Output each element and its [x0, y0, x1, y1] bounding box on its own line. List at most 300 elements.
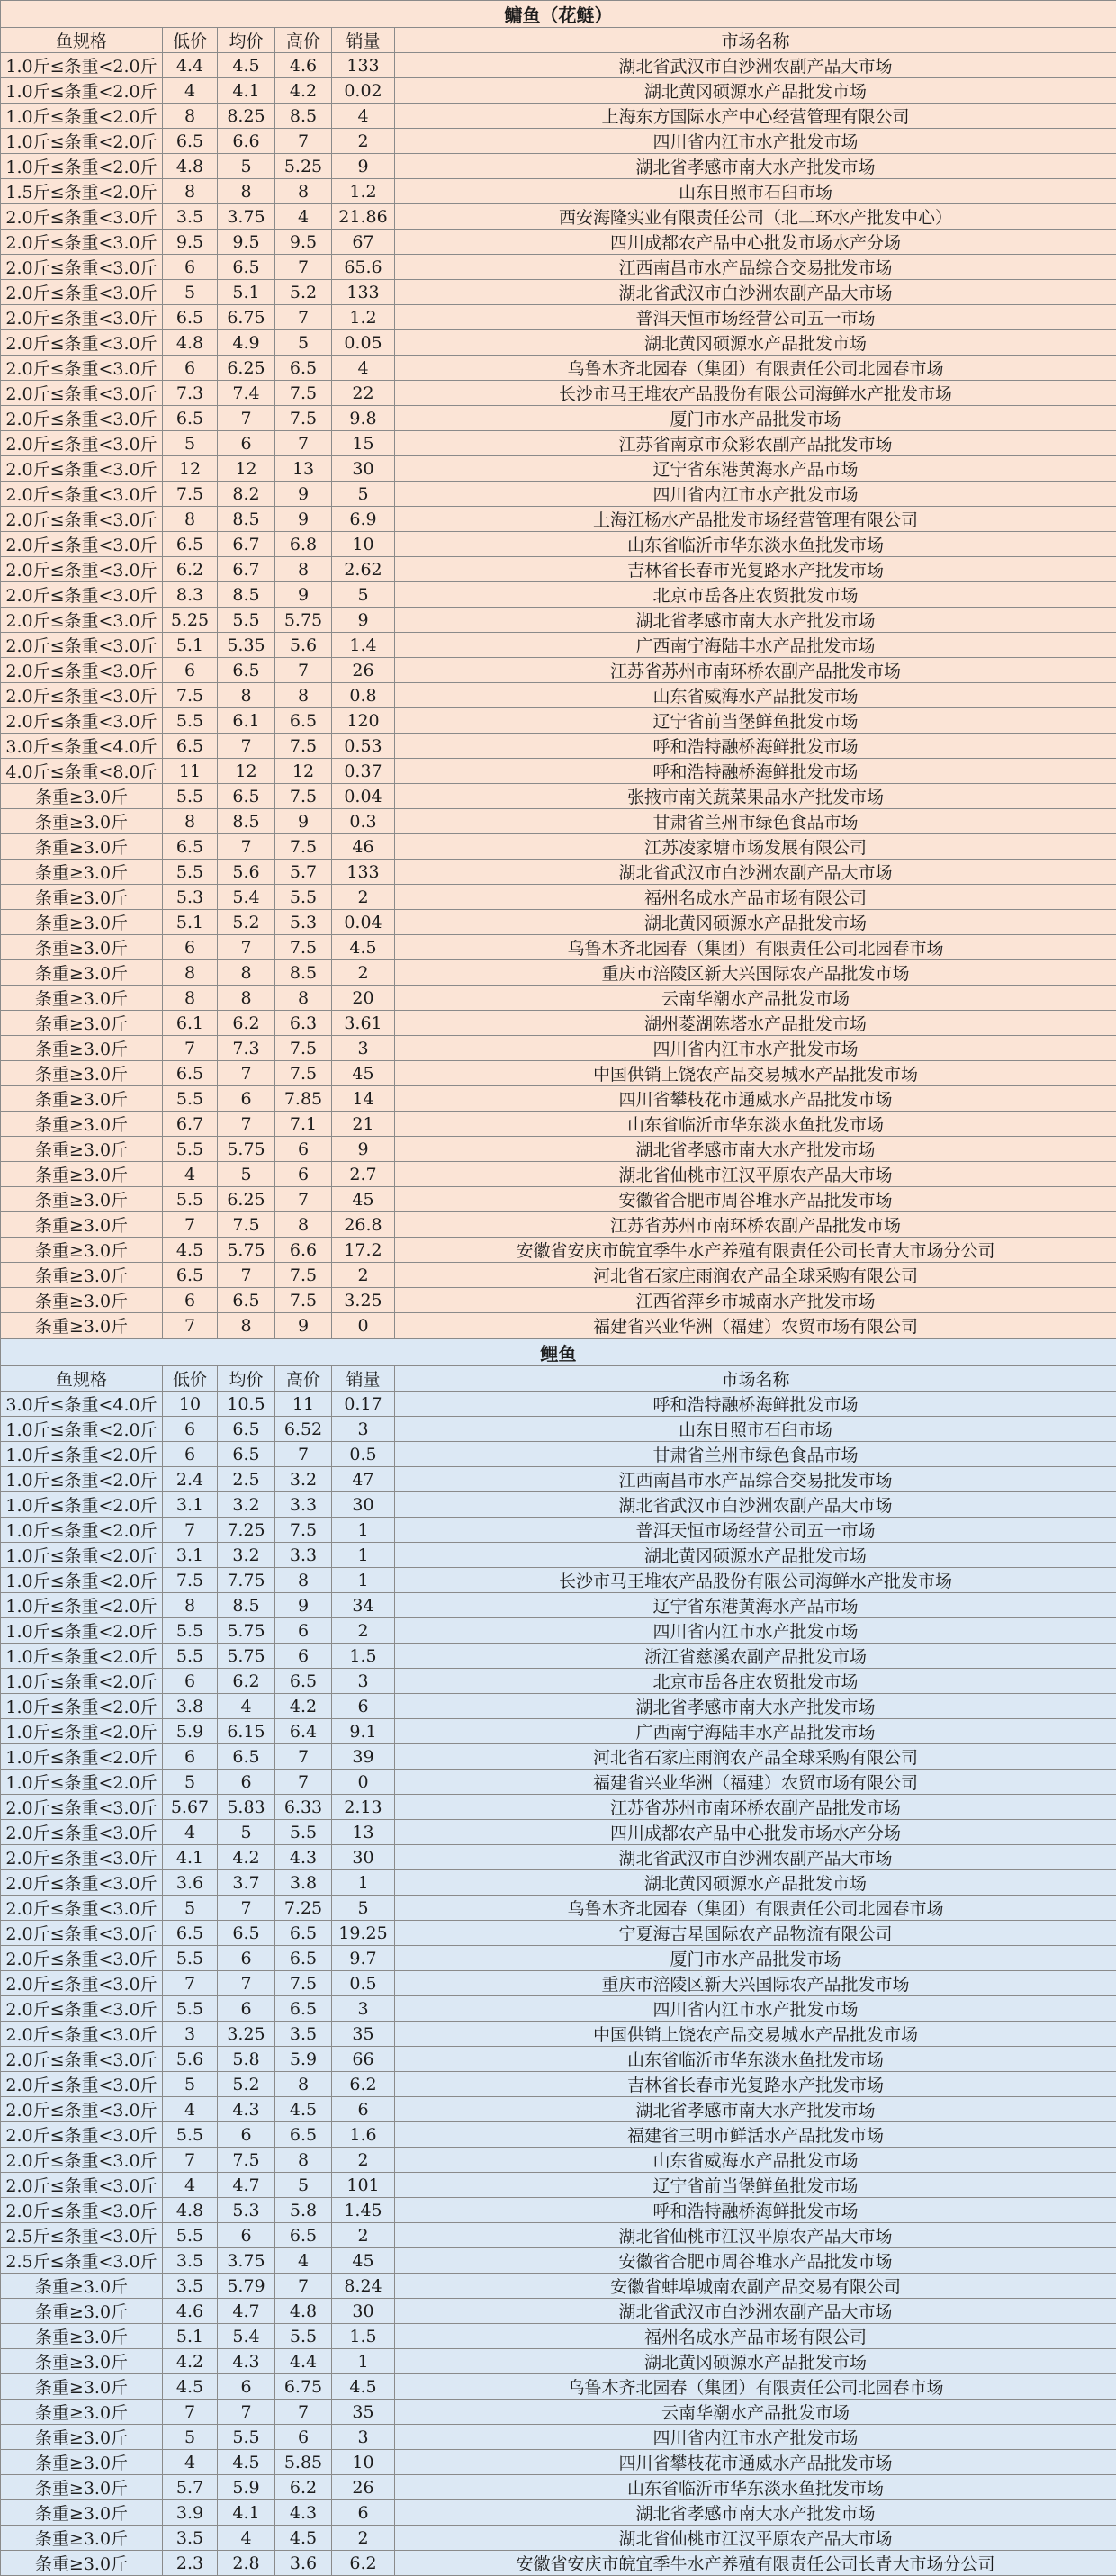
fish-size-cell: 2.0斤≤条重<3.0斤: [1, 330, 163, 356]
avg-price-cell: 6.5: [218, 658, 275, 683]
market-name-cell: 湖北黄冈硕源水产品批发市场: [395, 1543, 1116, 1568]
table-row: [1, 2500, 1116, 2526]
high-price-cell: 13: [275, 456, 332, 482]
low-price-cell: 4: [163, 78, 218, 104]
high-price-cell: 7.85: [275, 1086, 332, 1112]
fish-size-cell: 条重≥3.0斤: [1, 1212, 163, 1238]
table-row: [1, 708, 1116, 734]
volume-cell: 1: [332, 1870, 395, 1896]
avg-price-cell: 6.15: [218, 1719, 275, 1744]
avg-price-cell: 3.7: [218, 1870, 275, 1896]
avg-price-cell: 9.5: [218, 230, 275, 255]
low-price-cell: 3.1: [163, 1543, 218, 1568]
avg-price-cell: 4: [218, 1694, 275, 1719]
table-row: [1, 1870, 1116, 1896]
volume-cell: 45: [332, 1061, 395, 1086]
table-row: [1, 1543, 1116, 1568]
volume-cell: 1.4: [332, 633, 395, 658]
table-row: [1, 532, 1116, 557]
high-price-cell: 9: [275, 582, 332, 608]
table-row: [1, 1162, 1116, 1187]
market-name-cell: 河北省石家庄雨润农产品全球采购有限公司: [395, 1744, 1116, 1770]
high-price-cell: 9: [275, 482, 332, 507]
table-row: [1, 1011, 1116, 1036]
avg-price-cell: 6.6: [218, 129, 275, 154]
avg-price-cell: 8: [218, 986, 275, 1011]
market-name-cell: 福州名成水产品市场有限公司: [395, 2324, 1116, 2349]
high-price-cell: 6: [275, 1162, 332, 1187]
market-name-cell: 湖北黄冈硕源水产品批发市场: [395, 1870, 1116, 1896]
market-name-cell: 湖北省仙桃市江汉平原农产品大市场: [395, 2223, 1116, 2248]
high-price-cell: 6.5: [275, 708, 332, 734]
table-row: [1, 1719, 1116, 1744]
volume-cell: 5: [332, 1896, 395, 1921]
high-price-cell: 4.4: [275, 2349, 332, 2374]
fish-size-cell: 条重≥3.0斤: [1, 1061, 163, 1086]
table-row: [1, 2551, 1116, 2576]
low-price-cell: 7: [163, 1212, 218, 1238]
table-row: [1, 406, 1116, 431]
high-price-cell: 3.3: [275, 1492, 332, 1518]
high-price-cell: 5.2: [275, 280, 332, 305]
low-price-cell: 4.6: [163, 2299, 218, 2324]
volume-cell: 0: [332, 1313, 395, 1338]
volume-cell: 2: [332, 2148, 395, 2173]
market-name-cell: 湖北省孝感市南大水产批发市场: [395, 608, 1116, 633]
avg-price-cell: 5.3: [218, 2198, 275, 2223]
fish-size-cell: 2.0斤≤条重<3.0斤: [1, 2122, 163, 2148]
market-name-cell: 乌鲁木齐北园春（集团）有限责任公司北园春市场: [395, 935, 1116, 960]
avg-price-cell: 12: [218, 456, 275, 482]
avg-price-cell: 10.5: [218, 1392, 275, 1417]
low-price-cell: 6.5: [163, 129, 218, 154]
low-price-cell: 3.8: [163, 1694, 218, 1719]
fish-size-cell: 2.0斤≤条重<3.0斤: [1, 708, 163, 734]
fish-size-cell: 2.0斤≤条重<3.0斤: [1, 608, 163, 633]
table-row: [1, 1518, 1116, 1543]
low-price-cell: 7: [163, 1518, 218, 1543]
table-row: [1, 809, 1116, 834]
market-name-header: 市场名称: [395, 1366, 1116, 1392]
volume-cell: 2: [332, 129, 395, 154]
market-name-cell: 湖北省武汉市白沙洲农副产品大市场: [395, 53, 1116, 78]
high-price-cell: 5.3: [275, 910, 332, 935]
table-row: [1, 280, 1116, 305]
fish-size-cell: 4.0斤≤条重<8.0斤: [1, 759, 163, 784]
market-name-cell: 呼和浩特融桥海鲜批发市场: [395, 759, 1116, 784]
high-price-cell: 3.6: [275, 2551, 332, 2576]
volume-cell: 1.5: [332, 2324, 395, 2349]
table-row: [1, 1669, 1116, 1694]
market-name-cell: 湖北黄冈硕源水产品批发市场: [395, 78, 1116, 104]
volume-cell: 0.37: [332, 759, 395, 784]
fish-size-cell: 2.0斤≤条重<3.0斤: [1, 1795, 163, 1820]
low-price-cell: 6: [163, 255, 218, 280]
low-price-cell: 7: [163, 1313, 218, 1338]
low-price-cell: 2.3: [163, 2551, 218, 2576]
avg-price-cell: 6.5: [218, 1288, 275, 1313]
low-price-cell: 4.8: [163, 2198, 218, 2223]
avg-price-cell: 6.5: [218, 1417, 275, 1442]
avg-price-cell: 5.5: [218, 608, 275, 633]
market-name-cell: 四川省内江市水产批发市场: [395, 1036, 1116, 1061]
fish-size-cell: 1.0斤≤条重<2.0斤: [1, 1694, 163, 1719]
low-price-cell: 5.1: [163, 910, 218, 935]
fish-size-cell: 条重≥3.0斤: [1, 2450, 163, 2475]
table-row: [1, 860, 1116, 885]
table-row: [1, 1417, 1116, 1442]
avg-price-cell: 5.4: [218, 885, 275, 910]
table-row: [1, 2425, 1116, 2450]
high-price-cell: 8: [275, 1212, 332, 1238]
avg-price-cell: 6.2: [218, 1669, 275, 1694]
high-price-cell: 7: [275, 305, 332, 330]
fish-size-cell: 2.0斤≤条重<3.0斤: [1, 2022, 163, 2047]
volume-cell: 65.6: [332, 255, 395, 280]
volume-cell: 30: [332, 2299, 395, 2324]
volume-cell: 3: [332, 2425, 395, 2450]
avg-price-cell: 4.1: [218, 78, 275, 104]
fish-size-cell: 1.0斤≤条重<2.0斤: [1, 1442, 163, 1467]
fish-size-cell: 2.0斤≤条重<3.0斤: [1, 1896, 163, 1921]
fish-size-cell: 2.0斤≤条重<3.0斤: [1, 633, 163, 658]
volume-cell: 30: [332, 456, 395, 482]
fish-size-cell: 1.0斤≤条重<2.0斤: [1, 1518, 163, 1543]
low-price-cell: 8: [163, 809, 218, 834]
high-price-cell: 6.52: [275, 1417, 332, 1442]
low-price-cell: 5: [163, 280, 218, 305]
high-price-cell: 7: [275, 1442, 332, 1467]
fish-size-cell: 2.0斤≤条重<3.0斤: [1, 1946, 163, 1971]
low-price-cell: 7: [163, 2148, 218, 2173]
table-row: [1, 330, 1116, 356]
avg-price-cell: 7: [218, 834, 275, 860]
fish-size-header: 鱼规格: [1, 28, 163, 53]
high-price-cell: 6.5: [275, 1996, 332, 2022]
avg-price-cell: 8.25: [218, 104, 275, 129]
low-price-cell: 5.5: [163, 1946, 218, 1971]
table-row: [1, 960, 1116, 986]
volume-cell: 0.04: [332, 784, 395, 809]
market-name-cell: 湖北省孝感市南大水产批发市场: [395, 154, 1116, 179]
fish-size-cell: 2.0斤≤条重<3.0斤: [1, 2097, 163, 2122]
fish-size-cell: 2.0斤≤条重<3.0斤: [1, 683, 163, 708]
volume-cell: 1.5: [332, 1644, 395, 1669]
low-price-cell: 5.5: [163, 2122, 218, 2148]
market-name-cell: 四川省内江市水产批发市场: [395, 1618, 1116, 1644]
avg-price-cell: 7.4: [218, 381, 275, 406]
avg-price-cell: 6: [218, 1086, 275, 1112]
market-name-cell: 广西南宁海陆丰水产品批发市场: [395, 1719, 1116, 1744]
market-name-cell: 江苏省苏州市南环桥农副产品批发市场: [395, 1795, 1116, 1820]
avg-price-cell: 4.5: [218, 53, 275, 78]
volume-cell: 133: [332, 860, 395, 885]
low-price-cell: 6.5: [163, 1263, 218, 1288]
fish-size-cell: 2.0斤≤条重<3.0斤: [1, 2148, 163, 2173]
volume-cell: 1.2: [332, 179, 395, 204]
low-price-cell: 3.9: [163, 2500, 218, 2526]
volume-cell: 2.62: [332, 557, 395, 582]
market-name-cell: 湖北省武汉市白沙洲农副产品大市场: [395, 860, 1116, 885]
fish-size-cell: 2.5斤≤条重<3.0斤: [1, 2223, 163, 2248]
avg-price-cell: 6.25: [218, 356, 275, 381]
market-name-cell: 宁夏海吉星国际农产品物流有限公司: [395, 1921, 1116, 1946]
market-name-cell: 呼和浩特融桥海鲜批发市场: [395, 1392, 1116, 1417]
market-name-cell: 湖北省孝感市南大水产批发市场: [395, 1137, 1116, 1162]
avg-price-cell: 5: [218, 154, 275, 179]
table-row: [1, 582, 1116, 608]
low-price-cell: 5.1: [163, 2324, 218, 2349]
volume-header: 销量: [332, 1366, 395, 1392]
table-row: [1, 633, 1116, 658]
avg-price-cell: 6.25: [218, 1187, 275, 1212]
fish-size-cell: 2.0斤≤条重<3.0斤: [1, 1820, 163, 1845]
high-price-cell: 5.5: [275, 2324, 332, 2349]
table-row: [1, 1744, 1116, 1770]
table-row: [1, 557, 1116, 582]
low-price-cell: 5: [163, 1896, 218, 1921]
fish-size-cell: 2.0斤≤条重<3.0斤: [1, 204, 163, 230]
market-name-cell: 重庆市涪陵区新大兴国际农产品批发市场: [395, 1971, 1116, 1996]
low-price-cell: 6: [163, 1669, 218, 1694]
table-row: [1, 683, 1116, 708]
fish-size-cell: 2.0斤≤条重<3.0斤: [1, 2198, 163, 2223]
avg-price-cell: 4: [218, 2526, 275, 2551]
fish-size-cell: 条重≥3.0斤: [1, 860, 163, 885]
low-price-cell: 7.3: [163, 381, 218, 406]
volume-cell: 1: [332, 1518, 395, 1543]
avg-price-cell: 4.5: [218, 2450, 275, 2475]
low-price-cell: 5.5: [163, 1086, 218, 1112]
low-price-cell: 5.5: [163, 2223, 218, 2248]
high-price-cell: 6: [275, 1618, 332, 1644]
volume-cell: 35: [332, 2022, 395, 2047]
high-price-cell: 8.5: [275, 960, 332, 986]
low-price-cell: 7: [163, 1971, 218, 1996]
table-row: [1, 1694, 1116, 1719]
market-name-cell: 湖北省武汉市白沙洲农副产品大市场: [395, 2299, 1116, 2324]
avg-price-cell: 8.2: [218, 482, 275, 507]
volume-cell: 3.61: [332, 1011, 395, 1036]
avg-price-cell: 6: [218, 431, 275, 456]
volume-cell: 9.7: [332, 1946, 395, 1971]
low-price-cell: 5.3: [163, 885, 218, 910]
low-price-cell: 6.5: [163, 1061, 218, 1086]
volume-cell: 1: [332, 2349, 395, 2374]
avg-price-cell: 4.7: [218, 2173, 275, 2198]
table-row: [1, 1996, 1116, 2022]
low-price-cell: 5: [163, 2072, 218, 2097]
fish-size-cell: 2.0斤≤条重<3.0斤: [1, 1996, 163, 2022]
avg-price-cell: 5.8: [218, 2047, 275, 2072]
market-name-cell: 重庆市涪陵区新大兴国际农产品批发市场: [395, 960, 1116, 986]
high-price-cell: 7.5: [275, 1263, 332, 1288]
high-price-cell: 6: [275, 2425, 332, 2450]
low-price-cell: 6: [163, 1288, 218, 1313]
avg-price-cell: 8: [218, 960, 275, 986]
fish-size-cell: 1.5斤≤条重<2.0斤: [1, 179, 163, 204]
table-row: [1, 1795, 1116, 1820]
fish-size-cell: 1.0斤≤条重<2.0斤: [1, 1492, 163, 1518]
table-row: [1, 1593, 1116, 1618]
avg-price-cell: 5.5: [218, 2425, 275, 2450]
high-price-cell: 6.33: [275, 1795, 332, 1820]
fish-size-cell: 条重≥3.0斤: [1, 2400, 163, 2425]
volume-cell: 120: [332, 708, 395, 734]
market-name-cell: 辽宁省东港黄海水产品市场: [395, 456, 1116, 482]
market-name-header: 市场名称: [395, 28, 1116, 53]
volume-cell: 67: [332, 230, 395, 255]
avg-price-cell: 6.5: [218, 1921, 275, 1946]
volume-cell: 9.1: [332, 1719, 395, 1744]
market-name-cell: 辽宁省前当堡鲜鱼批发市场: [395, 708, 1116, 734]
avg-price-cell: 5.35: [218, 633, 275, 658]
table-row: [1, 104, 1116, 129]
column-header-row: [1, 28, 1116, 53]
market-name-cell: 福建省三明市鲜活水产品批发市场: [395, 2122, 1116, 2148]
avg-price-cell: 7: [218, 1263, 275, 1288]
low-price-cell: 5.5: [163, 860, 218, 885]
market-name-cell: 江苏省苏州市南环桥农副产品批发市场: [395, 1212, 1116, 1238]
fish-size-cell: 条重≥3.0斤: [1, 834, 163, 860]
low-price-cell: 6.5: [163, 834, 218, 860]
table-row: [1, 658, 1116, 683]
low-price-header: 低价: [163, 1366, 218, 1392]
low-price-cell: 4: [163, 2173, 218, 2198]
high-price-cell: 9: [275, 809, 332, 834]
market-name-cell: 乌鲁木齐北园春（集团）有限责任公司北园春市场: [395, 356, 1116, 381]
market-name-cell: 甘肃省兰州市绿色食品市场: [395, 1442, 1116, 1467]
table-row: [1, 1442, 1116, 1467]
table-row: [1, 2349, 1116, 2374]
market-name-cell: 山东省威海水产品批发市场: [395, 2148, 1116, 2173]
market-name-cell: 福州名成水产品市场有限公司: [395, 885, 1116, 910]
fish-size-cell: 条重≥3.0斤: [1, 986, 163, 1011]
high-price-cell: 6.75: [275, 2374, 332, 2400]
volume-cell: 2: [332, 2223, 395, 2248]
high-price-cell: 5.7: [275, 860, 332, 885]
table-row: [1, 1618, 1116, 1644]
avg-price-cell: 6: [218, 1770, 275, 1795]
volume-cell: 2: [332, 1618, 395, 1644]
volume-cell: 1.6: [332, 2122, 395, 2148]
low-price-cell: 5.1: [163, 633, 218, 658]
fish-size-header: 鱼规格: [1, 1366, 163, 1392]
avg-price-cell: 3.2: [218, 1492, 275, 1518]
low-price-cell: 5.5: [163, 1137, 218, 1162]
volume-cell: 6: [332, 1694, 395, 1719]
market-name-cell: 广西南宁海陆丰水产品批发市场: [395, 633, 1116, 658]
market-name-cell: 山东日照市石臼市场: [395, 1417, 1116, 1442]
high-price-cell: 7.5: [275, 784, 332, 809]
high-price-cell: 7.5: [275, 1061, 332, 1086]
volume-cell: 0: [332, 1770, 395, 1795]
table-row: [1, 986, 1116, 1011]
avg-price-cell: 5.75: [218, 1644, 275, 1669]
high-price-cell: 8: [275, 2072, 332, 2097]
volume-cell: 30: [332, 1845, 395, 1870]
avg-price-cell: 8.5: [218, 1593, 275, 1618]
market-name-cell: 吉林省长春市光复路水产批发市场: [395, 2072, 1116, 2097]
low-price-cell: 3.5: [163, 2248, 218, 2274]
fish-size-cell: 2.0斤≤条重<3.0斤: [1, 230, 163, 255]
high-price-cell: 7.5: [275, 734, 332, 759]
high-price-cell: 3.8: [275, 1870, 332, 1896]
table-row: [1, 179, 1116, 204]
high-price-cell: 7.5: [275, 1518, 332, 1543]
market-name-cell: 江苏省苏州市南环桥农副产品批发市场: [395, 658, 1116, 683]
fish-size-cell: 1.0斤≤条重<2.0斤: [1, 1568, 163, 1593]
low-price-cell: 5.5: [163, 784, 218, 809]
volume-cell: 3.25: [332, 1288, 395, 1313]
volume-cell: 45: [332, 2248, 395, 2274]
market-name-cell: 山东省临沂市华东淡水鱼批发市场: [395, 2047, 1116, 2072]
volume-cell: 14: [332, 1086, 395, 1112]
low-price-cell: 7.5: [163, 683, 218, 708]
market-name-cell: 西安海隆实业有限责任公司（北二环水产批发中心）: [395, 204, 1116, 230]
volume-cell: 6.2: [332, 2551, 395, 2576]
volume-cell: 66: [332, 2047, 395, 2072]
fish-size-cell: 条重≥3.0斤: [1, 2324, 163, 2349]
low-price-cell: 5: [163, 2425, 218, 2450]
high-price-cell: 9: [275, 1313, 332, 1338]
fish-size-cell: 条重≥3.0斤: [1, 1137, 163, 1162]
volume-cell: 22: [332, 381, 395, 406]
fish-size-cell: 3.0斤≤条重<4.0斤: [1, 1392, 163, 1417]
avg-price-cell: 3.2: [218, 1543, 275, 1568]
table-row: [1, 1820, 1116, 1845]
volume-cell: 0.8: [332, 683, 395, 708]
table-row: [1, 1036, 1116, 1061]
market-name-cell: 张掖市南关蔬菜果品水产批发市场: [395, 784, 1116, 809]
table-row: [1, 1971, 1116, 1996]
market-name-cell: 江苏省南京市众彩农副产品批发市场: [395, 431, 1116, 456]
high-price-cell: 7.5: [275, 935, 332, 960]
high-price-cell: 5.25: [275, 154, 332, 179]
avg-price-cell: 8.5: [218, 809, 275, 834]
high-price-cell: 7.5: [275, 834, 332, 860]
fish-size-cell: 条重≥3.0斤: [1, 2551, 163, 2576]
high-price-cell: 5.85: [275, 2450, 332, 2475]
market-name-cell: 山东省临沂市华东淡水鱼批发市场: [395, 532, 1116, 557]
market-name-cell: 湖州菱湖陈塔水产品批发市场: [395, 1011, 1116, 1036]
fish-size-cell: 1.0斤≤条重<2.0斤: [1, 104, 163, 129]
fish-size-cell: 2.0斤≤条重<3.0斤: [1, 431, 163, 456]
avg-price-cell: 7.3: [218, 1036, 275, 1061]
market-name-cell: 四川省内江市水产批发市场: [395, 1996, 1116, 2022]
high-price-cell: 8: [275, 1568, 332, 1593]
high-price-cell: 4: [275, 2248, 332, 2274]
high-price-cell: 5.5: [275, 885, 332, 910]
high-price-cell: 7.1: [275, 1112, 332, 1137]
table-row: [1, 204, 1116, 230]
market-name-cell: 云南华潮水产品批发市场: [395, 986, 1116, 1011]
avg-price-cell: 5.75: [218, 1137, 275, 1162]
table-row: [1, 356, 1116, 381]
high-price-cell: 5.6: [275, 633, 332, 658]
high-price-cell: 4.8: [275, 2299, 332, 2324]
table-row: [1, 734, 1116, 759]
avg-price-cell: 7: [218, 1971, 275, 1996]
avg-price-cell: 6: [218, 2122, 275, 2148]
market-name-cell: 湖北省孝感市南大水产批发市场: [395, 2500, 1116, 2526]
table-row: [1, 456, 1116, 482]
volume-cell: 13: [332, 1820, 395, 1845]
table-row: [1, 2198, 1116, 2223]
low-price-cell: 6: [163, 1417, 218, 1442]
high-price-cell: 6.5: [275, 2122, 332, 2148]
low-price-cell: 5.9: [163, 1719, 218, 1744]
